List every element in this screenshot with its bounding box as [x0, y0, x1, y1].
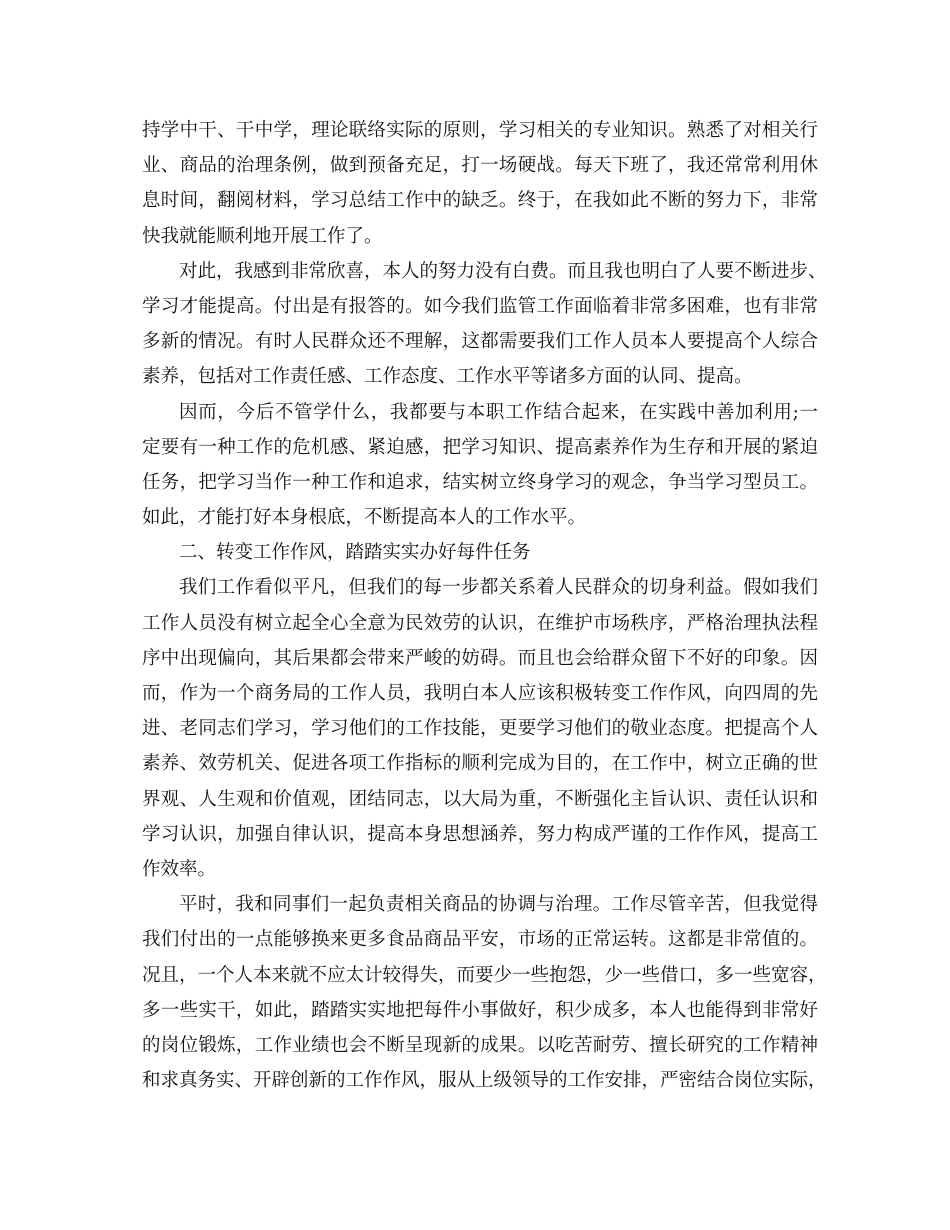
text-line: 我们工作看似平凡，但我们的每一步都关系着人民群众的切身利益。假如我们 [179, 577, 818, 599]
text-line: 持学中干、干中学，理论联络实际的原则，学习相关的专业知识。熟悉了对相关行 [142, 120, 818, 141]
text-line: 快我就能顺利地开展工作了。 [142, 225, 383, 247]
text-line: 作效率。 [142, 858, 217, 880]
text-line: 我们付出的一点能够换来更多食品商品平安，市场的正常运转。这都是非常值的。 [142, 929, 818, 951]
text-line: 二、转变工作作风，踏踏实实办好每件任务 [179, 542, 531, 564]
text-line: 平时，我和同事们一起负责相关商品的协调与治理。工作尽管辛苦，但我觉得 [179, 894, 818, 916]
text-line: 工作人员没有树立起全心全意为民效劳的认识，在维护市场秩序，严格治理执法程 [142, 612, 818, 634]
text-line: 和求真务实、开辟创新的工作作风，服从上级领导的工作安排，严密结合岗位实际， [142, 1070, 827, 1092]
text-line: 素养、效劳机关、促进各项工作指标的顺利完成为目的，在工作中，树立正确的世 [142, 753, 818, 775]
text-line: 素养，包括对工作责任感、工作态度、工作水平等诸多方面的认同、提高。 [142, 366, 753, 388]
text-line: 学习才能提高。付出是有报答的。如今我们监管工作面临着非常多困难，也有非常 [142, 295, 818, 317]
text-line: 因而，今后不管学什么，我都要与本职工作结合起来，在实践中善加利用;一 [179, 401, 818, 423]
text-line: 如此，才能打好本身根底，不断提高本人的工作水平。 [142, 507, 587, 529]
body-text [142, 113, 827, 1098]
text-line: 况且，一个人本来就不应太计较得失，而要少一些抱怨，少一些借口，多一些宽容， [142, 964, 827, 986]
text-line: 对此，我感到非常欣喜，本人的努力没有白费。而且我也明白了人要不断进步、 [179, 260, 827, 282]
text-line: 而，作为一个商务局的工作人员，我明白本人应该积极转变工作作风，向四周的先 [142, 683, 818, 704]
text-line: 序中出现偏向，其后果都会带来严峻的妨碍。而且也会给群众留下不好的印象。因 [142, 647, 818, 669]
text-line: 业、商品的治理条例，做到预备充足，打一场硬战。每天下班了，我还常常利用休 [142, 155, 818, 177]
text-line: 定要有一种工作的危机感、紧迫感，把学习知识、提高素养作为生存和开展的紧迫 [142, 436, 818, 458]
text-line: 进、老同志们学习，学习他们的工作技能，更要学习他们的敬业态度。把提高个人 [142, 718, 818, 740]
text-line: 多一些实干，如此，踏踏实实地把每件小事做好，积少成多，本人也能得到非常好 [142, 999, 818, 1021]
text-line: 的岗位锻炼，工作业绩也会不断呈现新的成果。以吃苦耐劳、擅长研究的工作精神 [142, 1034, 818, 1056]
text-line: 界观、人生观和价值观，团结同志，以大局为重，不断强化主旨认识、责任认识和 [142, 788, 818, 810]
text-line: 息时间，翻阅材料，学习总结工作中的缺乏。终于，在我如此不断的努力下，非常 [142, 190, 818, 212]
text-line: 学习认识，加强自律认识，提高本身思想涵养，努力构成严谨的工作作风，提高工 [142, 823, 818, 845]
text-line: 多新的情况。有时人民群众还不理解，这都需要我们工作人员本人要提高个人综合 [142, 331, 818, 353]
text-line: 任务，把学习当作一种工作和追求，结实树立终身学习的观念，争当学习型员工。 [142, 471, 818, 493]
